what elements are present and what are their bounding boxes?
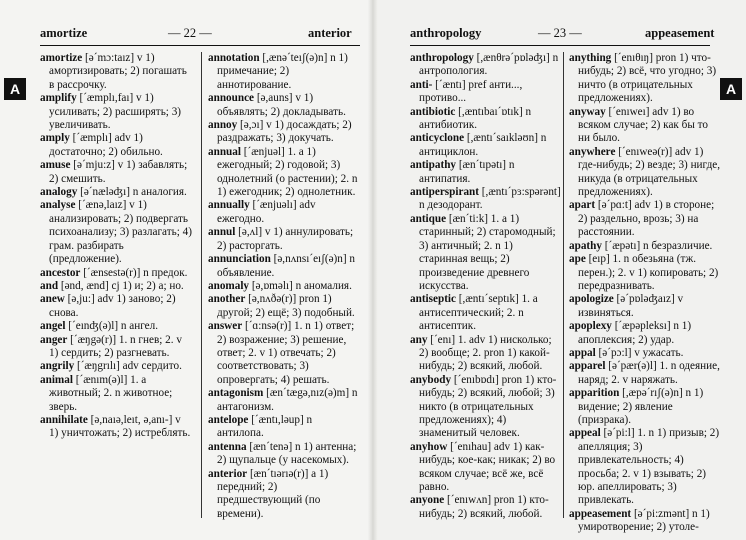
dictionary-entry: antelope [´æntı,ləup] n антилопа.: [208, 413, 313, 440]
dictionary-entry: antagonism [æn´tægə,nız(ə)m] n антагонизм.: [208, 387, 358, 413]
entry-headword: annual: [208, 145, 241, 158]
entry-headword: anyhow: [410, 440, 448, 453]
dictionary-entry: anti- [´æntı] pref анти..., противо...: [410, 78, 523, 105]
right-column-divider: [563, 52, 564, 518]
dictionary-entry: amortize [ə´mɔ:taız] v 1) амортизировать; 2) погашать в рассрочку.: [40, 52, 187, 91]
dictionary-entry: annual [´ænjuəl] 1. a 1) ежегодный; 2) годовой; 3) однолетний (о растении); 2. n 1) ежегодник; 2) однолетник.: [208, 145, 358, 199]
entry-headword: anterior: [208, 467, 248, 480]
dictionary-entry: amply [´æmplı] adv 1) достаточно; 2) обильно.: [40, 132, 163, 158]
dictionary-entry: ape [eıp] 1. n обезьяна (тж. перен.); 2. v 1) копировать; 2) передразнивать.: [569, 253, 719, 292]
entry-headword: annotation: [208, 52, 260, 64]
dictionary-entry: annotation [,ænə´teıʃ(ə)n] n 1) примечание; 2) аннотирование.: [208, 52, 348, 91]
entry-headword: antibiotic: [410, 105, 456, 118]
entry-headword: annunciation: [208, 253, 271, 266]
entry-headword: angel: [40, 320, 66, 333]
dictionary-entry: answer [´ɑ:nsə(r)] 1. n 1) ответ; 2) возражение; 3) решение, ответ; 2. v 1) отвечать; 2) соответствовать; 3) опровергать; 4) решать.: [208, 320, 355, 386]
entry-headword: apathy: [569, 239, 602, 252]
dictionary-entry: annunciation [ə,nʌnsı´eıʃ(ə)n] n объявление.: [208, 253, 355, 279]
dictionary-entry: apart [ə´pɑ:t] adv 1) в стороне; 2) раздельно, врозь; 3) на расстоянии.: [569, 199, 715, 239]
entry-headword: antiperspirant: [410, 186, 479, 199]
entry-headword: apart: [569, 199, 596, 212]
entry-headword: antiseptic: [410, 293, 456, 306]
left-header-first-word: amortize: [40, 26, 88, 40]
dictionary-entry: anything [´enıθıŋ] pron 1) что-нибудь; 2) всё, что угодно; 3) ничто (в отрицательных предложениях).: [569, 52, 717, 105]
entry-headword: angrily: [40, 360, 75, 373]
entry-headword: annually: [208, 199, 250, 212]
entry-headword: another: [208, 293, 246, 306]
dictionary-entry: and [ənd, ænd] cj 1) и; 2) а; но.: [40, 279, 184, 292]
entry-headword: anyone: [410, 494, 445, 507]
entry-headword: announce: [208, 92, 255, 105]
entry-headword: anomaly: [208, 279, 250, 292]
dictionary-entry: angel [´eınʤ(ə)l] n ангел.: [40, 320, 159, 333]
entry-headword: anger: [40, 333, 68, 346]
entry-headword: appal: [569, 346, 596, 359]
dictionary-entry: apologize [ə´pɒləʤaız] v извиняться.: [569, 293, 684, 319]
entry-headword: and: [40, 279, 59, 292]
dictionary-entry: appeasement [ə´pi:zmənt] n 1) умиротворение; 2) утоле-: [569, 507, 710, 534]
entry-headword: amortize: [40, 52, 83, 64]
entry-headword: answer: [208, 320, 243, 333]
entry-headword: antique: [410, 212, 447, 225]
dictionary-entry: anterior [æn´tıərıə(r)] a 1) передний; 2) предшествующий (по времени).: [208, 467, 329, 520]
dictionary-entry: antenna [æn´tenə] n 1) антенна; 2) щупальце (у насекомых).: [208, 440, 357, 467]
entry-headword: annoy: [208, 119, 238, 132]
dictionary-entry: animal [´ænım(ə)l] 1. a животный; 2. n животное; зверь.: [40, 373, 173, 413]
dictionary-entry: anticyclone [,æntı´saıkləʊn] n антициклон.: [410, 132, 547, 158]
dictionary-entry: antiseptic [,æntı´septık] 1. a антисептический; 2. n антисептик.: [410, 293, 538, 333]
entry-headword: apologize: [569, 293, 614, 306]
left-column-1: [40, 52, 192, 441]
entry-headword: any: [410, 333, 428, 346]
right-header-last-word: appeasement: [645, 26, 715, 40]
dictionary-entry: amuse [ə´mju:z] v 1) забавлять; 2) смешить.: [40, 159, 188, 185]
dictionary-entry: anywhere [´enıweə(r)] adv 1) где-нибудь; 2) везде; 3) нигде, никуда (в отрицательных предложениях).: [569, 145, 721, 199]
dictionary-entry: ancestor [´ænsestə(r)] n предок.: [40, 266, 188, 279]
entry-headword: amplify: [40, 92, 77, 105]
left-header-last-word: anterior: [308, 26, 352, 40]
right-header-rule: [410, 45, 710, 46]
entry-headword: anew: [40, 293, 65, 306]
book-gutter: [368, 0, 378, 540]
dictionary-entry: appeal [ə´pi:l] 1. n 1) призыв; 2) апелляция; 3) привлекательность; 4) просьба; 2. v 1) взывать; 2) юр. апеллировать; 3) привлекать.: [569, 427, 720, 507]
dictionary-entry: anthropology [,ænθrə´pɒləʤı] n антропология.: [410, 52, 559, 78]
entry-headword: apparition: [569, 387, 620, 400]
entry-headword: appeasement: [569, 507, 632, 520]
entry-headword: amply: [40, 132, 70, 145]
left-column-2: [208, 52, 360, 521]
right-column-1: [410, 52, 562, 521]
entry-headword: animal: [40, 373, 73, 386]
entry-headword: anything: [569, 52, 612, 64]
dictionary-entry: amplify [´æmplı,faı] v 1) усиливать; 2) расширять; 3) увеличивать.: [40, 92, 182, 132]
entry-headword: amuse: [40, 159, 71, 172]
entry-headword: anyway: [569, 105, 606, 118]
dictionary-entry: annoy [ə,ɔı] v 1) досаждать; 2) раздражать; 3) докучать.: [208, 119, 352, 145]
dictionary-entry: apoplexy [´æpəpleksı] n 1) апоплексия; 2) удар.: [569, 320, 692, 346]
dictionary-entry: antibiotic [,æntıbaı´ɒtık] n антибиотик.: [410, 105, 532, 132]
dictionary-entry: anyway [´enıweı] adv 1) во всяком случае; 2) как бы то ни было.: [569, 105, 708, 145]
dictionary-entry: apathy [´æpətı] n безразличие.: [569, 239, 713, 252]
dictionary-entry: appal [ə´pɔ:l] v ужасать.: [569, 346, 684, 359]
entry-headword: antagonism: [208, 387, 264, 400]
dictionary-entry: antique [æn´ti:k] 1. a 1) старинный; 2) старомодный; 3) античный; 2. n 1) старинная вещь; 2) произведение древнего искусства.: [410, 212, 556, 292]
left-column-divider: [201, 52, 202, 518]
dictionary-entry: anyone [´enıwʌn] pron 1) кто-нибудь; 2) всякий, любой.: [410, 494, 549, 520]
entry-headword: anti-: [410, 78, 433, 91]
left-page-number: — 22 —: [168, 26, 212, 40]
dictionary-entry: annul [ə,ʌl] v 1) аннулировать; 2) расторгать.: [208, 226, 354, 252]
right-column-2: [569, 52, 721, 535]
entry-headword: ancestor: [40, 266, 81, 279]
entry-headword: annihilate: [40, 413, 88, 426]
entry-headword: anticyclone: [410, 132, 465, 145]
dictionary-entry: anew [ə,ju:] adv 1) заново; 2) снова.: [40, 293, 176, 319]
entry-headword: antelope: [208, 413, 249, 426]
dictionary-entry: another [ə,nʌðə(r)] pron 1) другой; 2) ещё; 3) подобный.: [208, 293, 355, 319]
dictionary-entry: annihilate [ə,naıə,leıt, ə,anı-] v 1) уничтожать; 2) истреблять.: [40, 413, 191, 440]
left-header-rule: [40, 45, 360, 46]
entry-headword: antipathy: [410, 159, 457, 172]
right-page-number: — 23 —: [538, 26, 582, 40]
dictionary-entry: antiperspirant [,æntı´pɜ:spərənt] n дезодорант.: [410, 186, 561, 212]
dictionary-entry: apparition [,æpə´rıʃ(ə)n] n 1) видение; 2) явление (призрака).: [569, 387, 704, 426]
entry-headword: anywhere: [569, 145, 616, 158]
dictionary-entry: analogy [ə´næləʤı] n аналогия.: [40, 186, 187, 199]
dictionary-entry: any [´enı] 1. adv 1) нисколько; 2) вообще; 2. pron 1) какой-нибудь; 2) всякий, любой.: [410, 333, 552, 373]
entry-headword: anthropology: [410, 52, 474, 64]
dictionary-entry: announce [ə,auns] v 1) объявлять; 2) докладывать.: [208, 92, 346, 118]
right-header-first-word: anthropology: [410, 26, 482, 40]
dictionary-entry: anybody [´enıbɒdı] pron 1) кто-нибудь; 2) всякий, любой; 3) никто (в отрицательных предложениях); 4) знаменитый человек.: [410, 373, 557, 440]
entry-headword: appeal: [569, 427, 601, 440]
entry-headword: annul: [208, 226, 236, 239]
dictionary-entry: angrily [´æŋgrılı] adv сердито.: [40, 360, 182, 373]
dictionary-entry: anger [´æŋgə(r)] 1. n гнев; 2. v 1) сердить; 2) разгневать.: [40, 333, 182, 359]
dictionary-entry: antipathy [æn´tıpətı] n антипатия.: [410, 159, 515, 185]
entry-headword: anybody: [410, 373, 452, 386]
right-thumb-tab: A: [720, 78, 742, 100]
dictionary-entry: apparel [ə´pær(ə)l] 1. n одеяние, наряд; 2. v наряжать.: [569, 360, 720, 386]
dictionary-entry: analyse [´ænə,laız] v 1) анализировать; 2) подвергать психоанализу; 3) разлагать; 4) грам. разбирать (предложение).: [40, 199, 192, 266]
entry-headword: apoplexy: [569, 320, 612, 333]
entry-headword: ape: [569, 253, 586, 266]
dictionary-entry: anomaly [ə,ɒməlı] n аномалия.: [208, 279, 352, 292]
left-thumb-tab: A: [4, 78, 26, 100]
dictionary-entry: annually [´ænjuəlı] adv ежегодно.: [208, 199, 316, 225]
entry-headword: antenna: [208, 440, 247, 453]
dictionary-entry: anyhow [´enıhau] adv 1) как-нибудь; кое-как; никак; 2) во всяком случае; всё же, всё равно.: [410, 440, 556, 493]
entry-headword: apparel: [569, 360, 606, 373]
entry-headword: analyse: [40, 199, 76, 212]
entry-headword: analogy: [40, 186, 78, 199]
